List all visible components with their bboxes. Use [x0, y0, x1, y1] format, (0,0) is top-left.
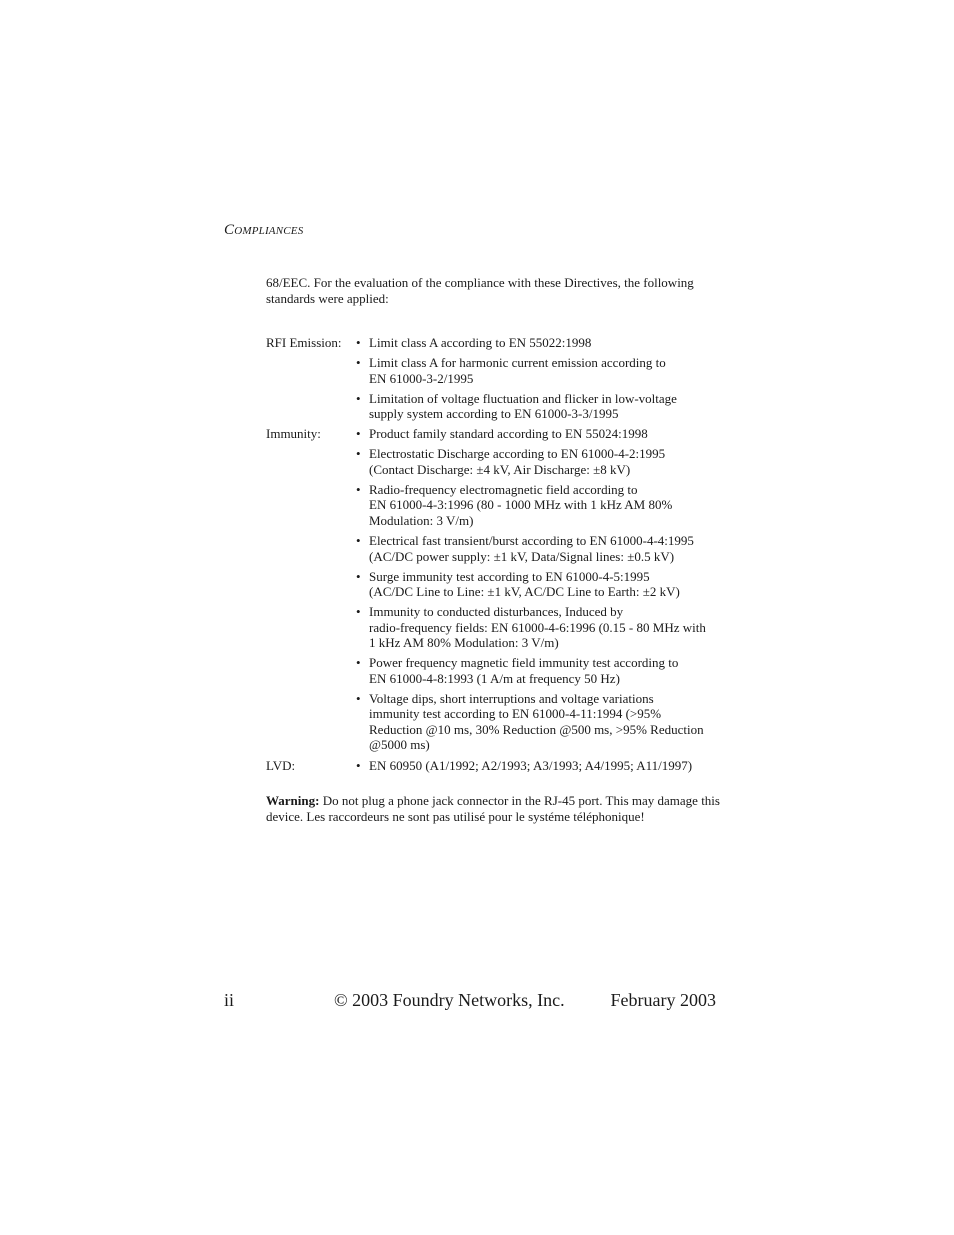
list-item: • Electrostatic Discharge according to EN 61000-4-2:1995 (Contact Discharge: ±4 kV, Air Discharge: ±8 kV) — [356, 446, 666, 477]
standards-list — [266, 335, 726, 778]
publication-date: February 2003 — [610, 990, 716, 1010]
bullet-icon: • — [356, 568, 361, 584]
bullet-icon: • — [356, 481, 361, 497]
bullet-icon: • — [356, 757, 361, 773]
bullet-icon: • — [356, 390, 361, 406]
running-header: Compliances — [224, 222, 304, 238]
bullet-icon: • — [356, 533, 361, 549]
section-label: Immunity: — [266, 426, 321, 442]
bullet-icon: • — [356, 446, 361, 462]
list-item: • EN 60950 (A1/1992; A2/1993; A3/1993; A4/1995; A11/1997) — [356, 757, 693, 773]
list-item: • Power frequency magnetic field immunity test according to EN 61000-4-8:1993 (1 A/m at frequency 50 Hz) — [356, 655, 679, 686]
bullet-icon: • — [356, 690, 361, 706]
list-item: • Immunity to conducted disturbances, Induced by radio-frequency fields: EN 61000-4-6:1996 (0.15 - 80 MHz with 1 kHz AM 80% Modulation: 3 V/m) — [356, 604, 706, 651]
list-item: • Product family standard according to EN 55024:1998 — [356, 426, 648, 442]
section-label: LVD: — [266, 757, 296, 773]
copyright-notice: © 2003 Foundry Networks, Inc. — [334, 990, 565, 1010]
list-item: • Voltage dips, short interruptions and voltage variations immunity test according to EN 61000-4-11:1994 (>95% Reduction @10 ms, 30% Reduction @500 ms, >95% Reduction @5000 ms) — [356, 690, 704, 753]
section-rfi-emission — [266, 335, 726, 422]
bullet-icon: • — [356, 355, 361, 371]
intro-paragraph: 68/EEC. For the evaluation of the compliance with these Directives, the following standards were applied: — [266, 275, 694, 306]
list-item: • Electrical fast transient/burst according to EN 61000-4-4:1995 (AC/DC power supply: ±1 kV, Data/Signal lines: ±0.5 kV) — [356, 533, 694, 564]
bullet-icon: • — [356, 604, 361, 620]
section-items — [356, 426, 726, 753]
section-label: RFI Emission: — [266, 335, 342, 350]
warning-paragraph — [266, 793, 721, 824]
bullet-icon: • — [356, 335, 361, 350]
list-item: • Limit class A according to EN 55022:1998 — [356, 335, 592, 350]
page-footer — [224, 990, 716, 1014]
section-items — [356, 335, 726, 422]
warning-text: Do not plug a phone jack connector in the RJ-45 port. This may damage this device. Les raccordeurs ne sont pas utilisé pour le systéme téléphonique! — [266, 793, 720, 824]
page-number: ii — [224, 990, 235, 1010]
bullet-icon: • — [356, 655, 361, 671]
list-item: • Surge immunity test according to EN 61000-4-5:1995 (AC/DC Line to Line: ±1 kV, AC/DC Line to Earth: ±2 kV) — [356, 568, 680, 600]
section-lvd — [266, 758, 726, 774]
section-immunity — [266, 426, 726, 753]
list-item: • Limit class A for harmonic current emission according to EN 61000-3-2/1995 — [356, 355, 666, 386]
bullet-icon: • — [356, 426, 361, 442]
section-items — [356, 758, 726, 774]
list-item: • Radio-frequency electromagnetic field according to EN 61000-4-3:1996 (80 - 1000 MHz with 1 kHz AM 80% Modulation: 3 V/m) — [356, 481, 673, 528]
warning-label: Warning: — [266, 793, 320, 808]
list-item: • Limitation of voltage fluctuation and flicker in low-voltage supply system according to EN 61000-3-3/1995 — [356, 390, 677, 422]
